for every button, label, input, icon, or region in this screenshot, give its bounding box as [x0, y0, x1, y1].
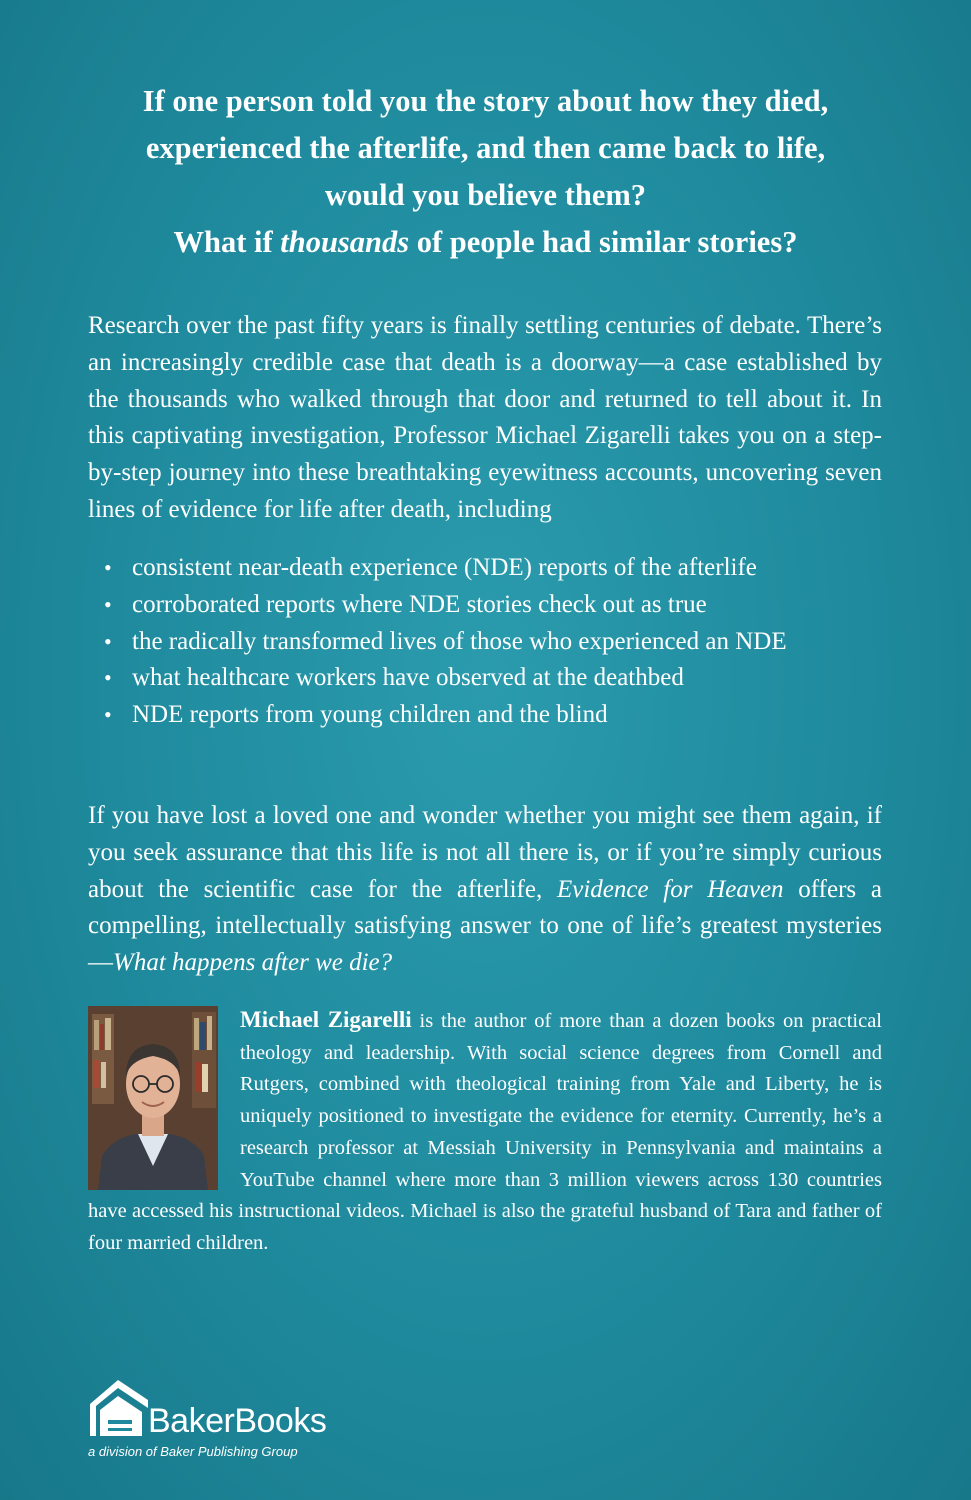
author-bio-text: is the author of more than a dozen books on practical theology and leadership. With social science degrees from Cornell and Rutgers, combined with theological training from Yale and Liberty, he is uniquely positioned to investigate the evidence for eternity. Currently, he’s a research professor at Messiah University in Pennsylvania and maintains a YouTube channel where more than 3 million viewers across 130 countries have accessed his instructional videos. Michael is also the grateful husband of Tara and father of four married children. — [88, 1010, 882, 1254]
hook-line-2: experienced the afterlife, and then came back to life, — [145, 131, 826, 165]
list-item-text: consistent near-death experience (NDE) reports of the afterlife — [132, 554, 757, 581]
list-item — [104, 624, 884, 661]
hook-line-1: If one person told you the story about how they died, — [142, 84, 829, 118]
closing-part-2: offers a compelling, intellectually satisfying answer to one of life’s greatest mysteries— — [88, 875, 882, 977]
intro-paragraph: Research over the past fifty years is finally settling centuries of debate. There’s an increasingly credible case that death is a doorway—a case established by the thousands who walked through that door and returned to tell about it. In this captivating investigation, Professor Michael Zigarelli takes you on a step-by-step journey into these breathtaking eyewitness accounts, uncovering seven lines of evidence for life after death, including — [88, 312, 882, 523]
bullet-dot-icon: • — [104, 591, 112, 617]
list-item-text: the radically transformed lives of those who experienced an NDE — [132, 627, 787, 655]
closing-part-1: If you have lost a loved one and wonder whether you might see them again, if you seek assurance that this life is not all there is, or if you’re simply curious about the scientific case for the afterlife, — [88, 802, 882, 903]
baker-house-logo-icon — [88, 1376, 150, 1438]
author-bio — [88, 1004, 882, 1260]
closing-paragraph — [88, 798, 882, 982]
list-item — [104, 697, 884, 734]
closing-question: What happens after we die? — [113, 949, 393, 977]
hook-line-4-pre: What if — [173, 225, 281, 259]
photo-float-spacer — [88, 1004, 240, 1192]
hook-line-3: would you believe them? — [324, 178, 647, 212]
back-cover-hook — [0, 78, 971, 266]
list-item — [104, 587, 884, 624]
list-item-text: what healthcare workers have observed at the deathbed — [132, 664, 684, 692]
list-item-text: NDE reports from young children and the blind — [132, 701, 608, 729]
author-name: Michael Zigarelli — [240, 1007, 412, 1032]
bullet-dot-icon: • — [104, 628, 112, 654]
publisher-name: BakerBooks — [148, 1402, 327, 1440]
book-title: Evidence for Heaven — [556, 875, 784, 903]
hook-line-4-post: of people had similar stories? — [409, 225, 798, 259]
publisher-tagline: a division of Baker Publishing Group — [88, 1444, 298, 1459]
list-item — [104, 660, 884, 697]
list-item — [104, 550, 884, 587]
bullet-dot-icon: • — [104, 702, 112, 728]
hook-line-4-emphasis: thousands — [280, 225, 410, 259]
bullet-dot-icon: • — [104, 555, 112, 580]
publisher-logo — [88, 1376, 388, 1466]
hook-line-4 — [0, 219, 971, 266]
list-item-text: corroborated reports where NDE stories check out as true — [132, 590, 707, 618]
evidence-list — [104, 550, 884, 734]
bullet-dot-icon: • — [104, 665, 112, 691]
